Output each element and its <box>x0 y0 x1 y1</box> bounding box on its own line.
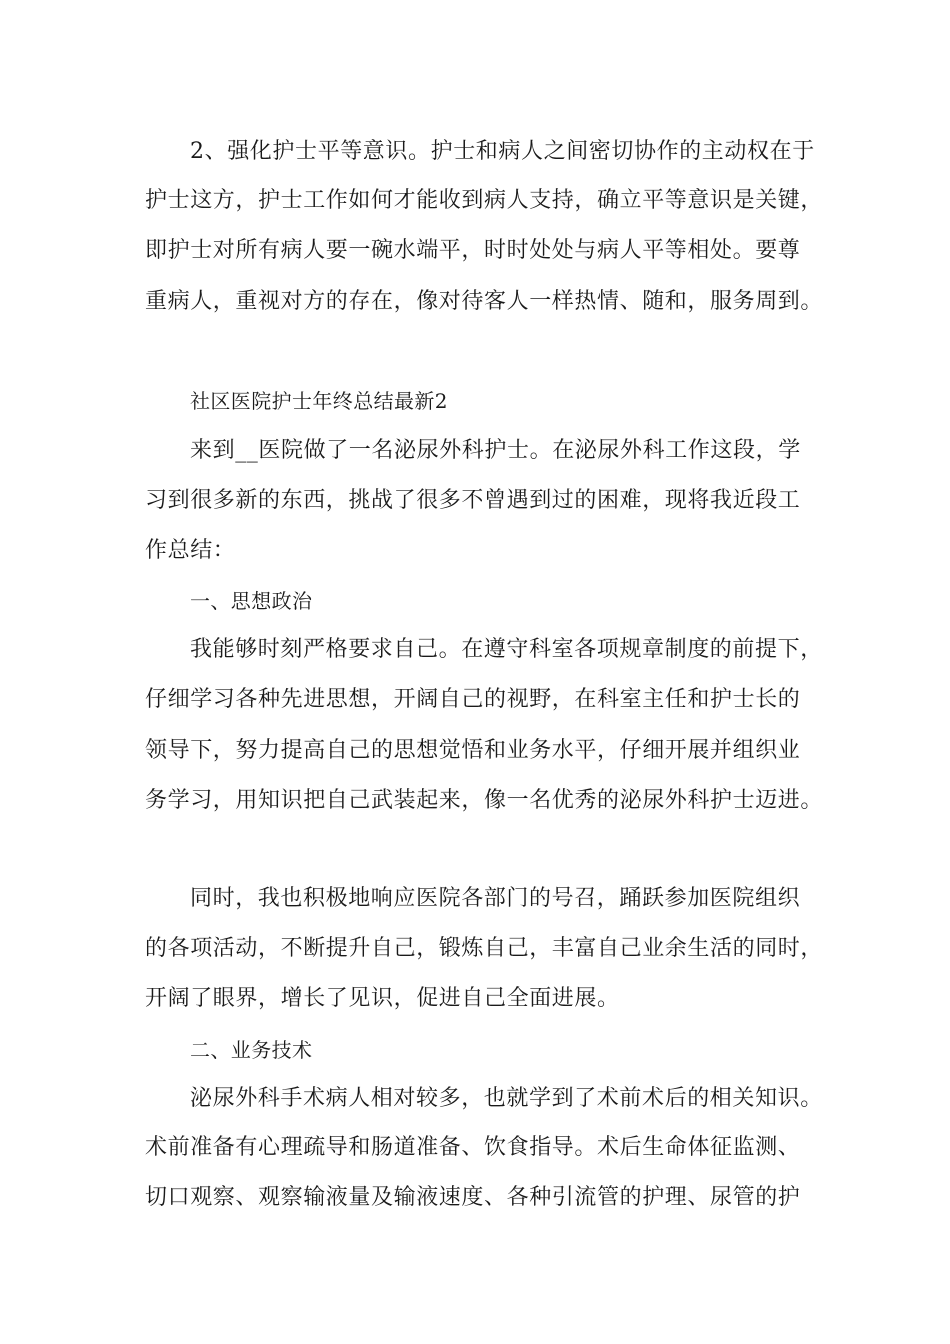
paragraph-line: 来到__医院做了一名泌尿外科护士。在泌尿外科工作这段，学 <box>190 438 801 463</box>
paragraph-line: 护士这方，护士工作如何才能收到病人支持，确立平等意识是关键， <box>145 188 824 213</box>
subheading: 一、思想政治 <box>190 589 313 613</box>
paragraph-line: 领导下，努力提高自己的思想觉悟和业务水平，仔细开展并组织业 <box>145 738 801 763</box>
paragraph-line: 我能够时刻严格要求自己。在遵守科室各项规章制度的前提下， <box>190 637 823 662</box>
paragraph-line: 习到很多新的东西，挑战了很多不曾遇到过的困难，现将我近段工 <box>145 488 801 513</box>
paragraph-line: 务学习，用知识把自己武装起来，像一名优秀的泌尿外科护士迈进。 <box>145 788 824 813</box>
paragraph-line: 作总结： <box>145 538 236 563</box>
paragraph-line: 切口观察、观察输液量及输液速度、各种引流管的护理、尿管的护 <box>145 1185 801 1210</box>
paragraph-line: 2、强化护士平等意识。护士和病人之间密切协作的主动权在于 <box>190 139 815 164</box>
paragraph-line: 泌尿外科手术病人相对较多，也就学到了术前术后的相关知识。 <box>190 1086 823 1111</box>
paragraph-line: 术前准备有心理疏导和肠道准备、饮食指导。术后生命体征监测、 <box>145 1135 801 1160</box>
paragraph-line: 开阔了眼界，增长了见识，促进自己全面进展。 <box>145 986 620 1011</box>
paragraph-line: 的各项活动，不断提升自己，锻炼自己，丰富自己业余生活的同时， <box>145 936 824 961</box>
paragraph-line: 重病人，重视对方的存在，像对待客人一样热情、随和，服务周到。 <box>145 289 824 314</box>
subheading: 二、业务技术 <box>190 1038 313 1062</box>
section-title: 社区医院护士年终总结最新2 <box>190 389 448 413</box>
paragraph-line: 仔细学习各种先进思想，开阔自己的视野，在科室主任和护士长的 <box>145 687 801 712</box>
paragraph-line: 即护士对所有病人要一碗水端平，时时处处与病人平等相处。要尊 <box>145 238 801 263</box>
paragraph-line: 同时，我也积极地响应医院各部门的号召，踊跃参加医院组织 <box>190 886 801 911</box>
